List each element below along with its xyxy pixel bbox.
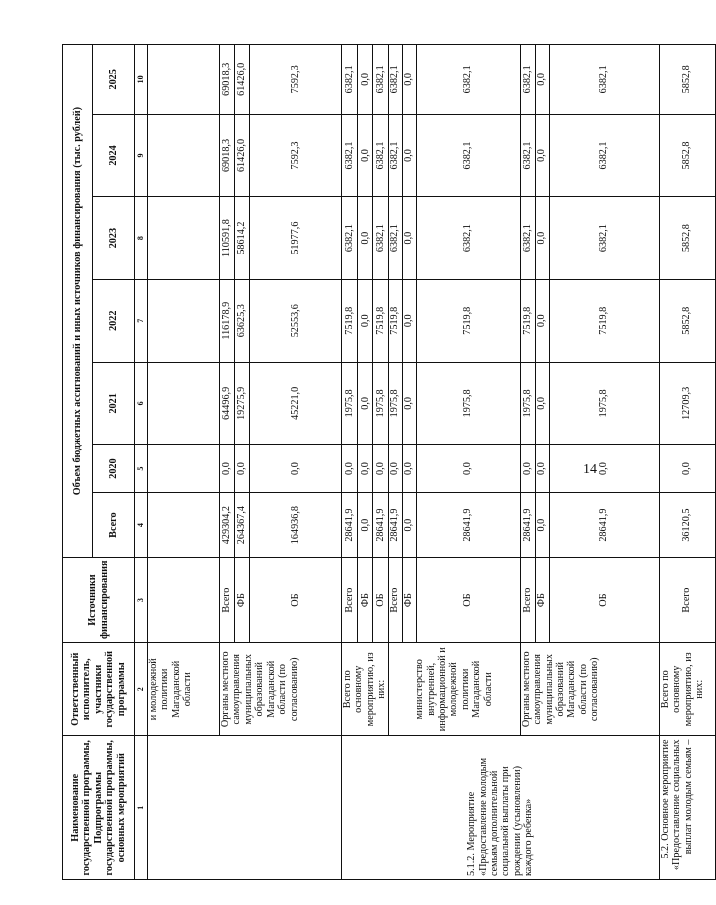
budget-table xyxy=(62,44,716,880)
source-cell: ОБ xyxy=(416,558,520,643)
header-year: 2024 xyxy=(93,114,135,197)
value-cell: 1975,8 xyxy=(388,362,402,445)
column-number: 2 xyxy=(135,643,148,737)
value-cell: 6382,1 xyxy=(388,197,402,280)
value-cell: 0,0 xyxy=(358,45,373,115)
header-volume: Объем бюджетных ассигнований и иных источников финансирования (тыс. рублей) xyxy=(63,45,93,558)
value-cell: 7519,8 xyxy=(373,279,388,362)
value-cell: 0,0 xyxy=(402,197,416,280)
executor-cell: и молодежной политики Магаданской области xyxy=(148,643,220,737)
header-executor: Ответственный исполнитель, участники государственной программы xyxy=(63,643,135,737)
value-cell: 116178,9 xyxy=(220,279,235,362)
executor-cell: министерство внутренней, информационной и молодежной политики Магаданской области xyxy=(388,643,520,737)
value-cell: 6382,1 xyxy=(388,45,402,115)
budget-table-sheet xyxy=(62,44,705,880)
column-number: 3 xyxy=(135,558,148,643)
source-cell: ФБ xyxy=(402,558,416,643)
value-cell: 36120,5 xyxy=(659,492,715,557)
header-year: 2021 xyxy=(93,362,135,445)
value-cell: 64496,9 xyxy=(220,362,235,445)
value-cell: 0,0 xyxy=(358,197,373,280)
value-cell: 6382,1 xyxy=(342,45,358,115)
value-cell: 6382,1 xyxy=(388,114,402,197)
value-cell: 0,0 xyxy=(358,492,373,557)
header-source: Источники финансирования xyxy=(63,558,135,643)
value-cell: 6382,1 xyxy=(373,197,388,280)
value-cell: 0,0 xyxy=(535,197,549,280)
column-number: 7 xyxy=(135,279,148,362)
value-cell: 63625,3 xyxy=(235,279,250,362)
value-cell: 0,0 xyxy=(373,445,388,493)
value-cell: 0,0 xyxy=(416,445,520,493)
value-cell: 0,0 xyxy=(402,45,416,115)
value-cell: 7519,8 xyxy=(416,279,520,362)
source-cell: ОБ xyxy=(373,558,388,643)
value-cell: 6382,1 xyxy=(416,114,520,197)
value-cell: 0,0 xyxy=(535,362,549,445)
value-cell: 0,0 xyxy=(535,45,549,115)
value-cell: 1975,8 xyxy=(373,362,388,445)
column-number: 5 xyxy=(135,445,148,493)
header-year: 2023 xyxy=(93,197,135,280)
value-cell: 6382,1 xyxy=(520,197,535,280)
value-cell: 0,0 xyxy=(358,114,373,197)
table-row xyxy=(342,45,358,880)
source-cell: ФБ xyxy=(358,558,373,643)
value-cell: 58614,2 xyxy=(235,197,250,280)
value-cell: 28641,9 xyxy=(549,492,659,557)
column-numbers-row xyxy=(135,45,148,880)
source-cell: Всего xyxy=(342,558,358,643)
activity-name-cell: 5.2. Основное мероприятие «Предоставление социальных выплат молодым семьям – xyxy=(659,736,715,880)
executor-cell: Органы местного самоуправления муниципальных образований Магаданской области (по согласованию) xyxy=(220,643,342,737)
source-cell xyxy=(148,558,220,643)
value-cell: 6382,1 xyxy=(520,114,535,197)
value-cell: 0,0 xyxy=(388,445,402,493)
value-cell: 5852,8 xyxy=(659,45,715,115)
value-cell: 0,0 xyxy=(535,492,549,557)
value-cell: 429304,2 xyxy=(220,492,235,557)
value-cell: 110591,8 xyxy=(220,197,235,280)
value-cell: 0,0 xyxy=(358,362,373,445)
value-cell: 52553,6 xyxy=(250,279,342,362)
value-cell: 45221,0 xyxy=(250,362,342,445)
source-cell: ФБ xyxy=(235,558,250,643)
header-year: 2022 xyxy=(93,279,135,362)
source-cell: ФБ xyxy=(535,558,549,643)
value-cell: 0,0 xyxy=(402,114,416,197)
column-number: 9 xyxy=(135,114,148,197)
value-cell: 6382,1 xyxy=(373,114,388,197)
value-cell: 264367,4 xyxy=(235,492,250,557)
column-number: 10 xyxy=(135,45,148,115)
value-cell: 0,0 xyxy=(220,445,235,493)
value-cell: 61426,0 xyxy=(235,45,250,115)
source-cell: Всего xyxy=(388,558,402,643)
value-cell: 6382,1 xyxy=(416,45,520,115)
value-cell: 0,0 xyxy=(358,445,373,493)
value-cell: 6382,1 xyxy=(549,114,659,197)
value-cell: 69018,3 xyxy=(220,114,235,197)
value-cell: 0,0 xyxy=(520,445,535,493)
value-cell: 69018,3 xyxy=(220,45,235,115)
source-cell: ОБ xyxy=(250,558,342,643)
value-cell: 7519,8 xyxy=(342,279,358,362)
value-cell: 0,0 xyxy=(235,445,250,493)
source-cell: Всего xyxy=(520,558,535,643)
value-cell: 0,0 xyxy=(402,445,416,493)
source-cell: ОБ xyxy=(549,558,659,643)
value-cell: 0,0 xyxy=(535,114,549,197)
value-cell: 6382,1 xyxy=(342,114,358,197)
value-cell: 7592,3 xyxy=(250,45,342,115)
value-cell: 7519,8 xyxy=(549,279,659,362)
header-total: Всего xyxy=(93,492,135,557)
source-cell: Всего xyxy=(659,558,715,643)
value-cell: 0,0 xyxy=(402,362,416,445)
header-name: Наименование государственной программы, Подпрограммы государственной программы, основных мероприятий xyxy=(63,736,135,880)
header-year: 2025 xyxy=(93,45,135,115)
value-cell: 1975,8 xyxy=(416,362,520,445)
value-cell: 164936,8 xyxy=(250,492,342,557)
value-cell: 28641,9 xyxy=(520,492,535,557)
value-cell xyxy=(148,445,220,493)
value-cell: 1975,8 xyxy=(342,362,358,445)
value-cell: 6382,1 xyxy=(520,45,535,115)
executor-cell: Всего по основному мероприятию, из них: xyxy=(342,643,389,737)
executor-cell: Органы местного самоуправления муниципальных образований Магаданской области (по согласованию) xyxy=(520,643,659,737)
value-cell: 28641,9 xyxy=(342,492,358,557)
value-cell: 7519,8 xyxy=(388,279,402,362)
activity-name-cell: 5.1.2. Мероприятие «Предоставление молодым семьям дополнительной социальной выплаты при рождении (усыновлении) каждого ребенка» xyxy=(342,736,660,880)
value-cell: 12709,3 xyxy=(659,362,715,445)
value-cell: 7519,8 xyxy=(520,279,535,362)
value-cell xyxy=(148,279,220,362)
value-cell xyxy=(148,362,220,445)
value-cell: 51977,6 xyxy=(250,197,342,280)
column-number: 6 xyxy=(135,362,148,445)
value-cell xyxy=(148,45,220,115)
value-cell: 6382,1 xyxy=(549,45,659,115)
value-cell: 0,0 xyxy=(250,445,342,493)
value-cell xyxy=(148,197,220,280)
value-cell: 5852,8 xyxy=(659,114,715,197)
value-cell: 7592,3 xyxy=(250,114,342,197)
column-number: 4 xyxy=(135,492,148,557)
value-cell: 6382,1 xyxy=(342,197,358,280)
value-cell: 0,0 xyxy=(535,279,549,362)
value-cell: 0,0 xyxy=(659,445,715,493)
value-cell: 28641,9 xyxy=(388,492,402,557)
program-name-cell xyxy=(148,736,342,880)
value-cell: 0,0 xyxy=(342,445,358,493)
value-cell xyxy=(148,114,220,197)
column-number: 8 xyxy=(135,197,148,280)
column-number: 1 xyxy=(135,736,148,880)
value-cell: 5852,8 xyxy=(659,197,715,280)
value-cell: 6382,1 xyxy=(549,197,659,280)
value-cell: 0,0 xyxy=(549,445,659,493)
value-cell: 28641,9 xyxy=(373,492,388,557)
value-cell: 28641,9 xyxy=(416,492,520,557)
table-row xyxy=(659,45,715,880)
value-cell: 1975,8 xyxy=(549,362,659,445)
page-number: 14 xyxy=(583,462,597,477)
header-year: 2020 xyxy=(93,445,135,493)
value-cell: 0,0 xyxy=(402,279,416,362)
source-cell: Всего xyxy=(220,558,235,643)
value-cell: 5852,8 xyxy=(659,279,715,362)
value-cell: 1975,8 xyxy=(520,362,535,445)
executor-cell: Всего по основному мероприятию, из них: xyxy=(659,643,715,737)
value-cell: 0,0 xyxy=(358,279,373,362)
value-cell: 6382,1 xyxy=(373,45,388,115)
value-cell: 0,0 xyxy=(402,492,416,557)
value-cell: 19275,9 xyxy=(235,362,250,445)
value-cell: 6382,1 xyxy=(416,197,520,280)
value-cell xyxy=(148,492,220,557)
value-cell: 61426,0 xyxy=(235,114,250,197)
value-cell: 0,0 xyxy=(535,445,549,493)
